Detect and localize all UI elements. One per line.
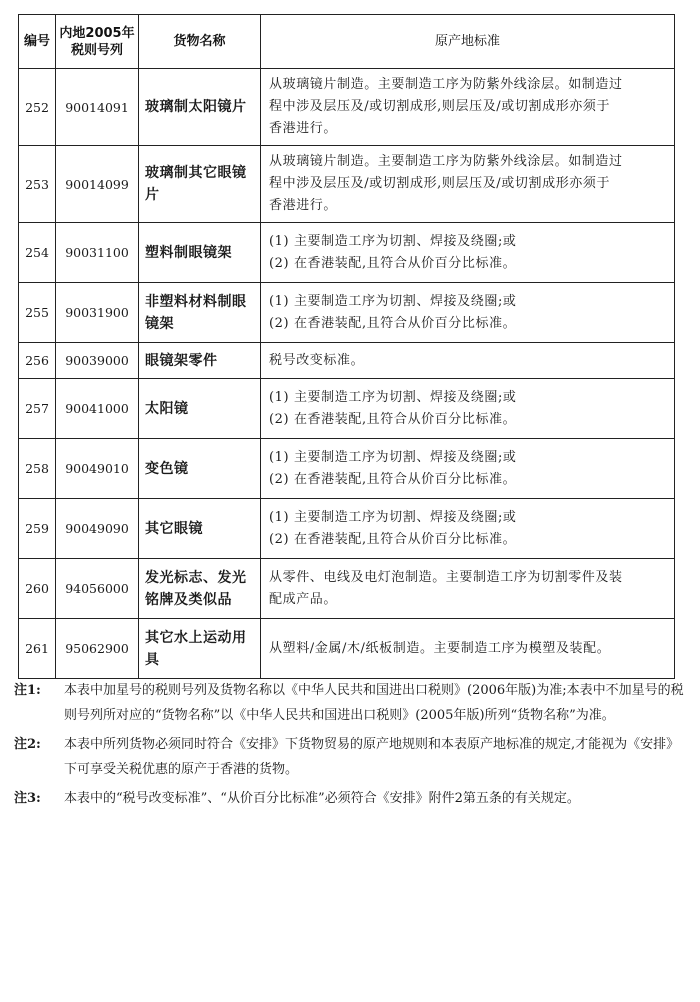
note-1 — [14, 678, 686, 728]
rule-line: (1) 主要制造工序为切割、焊接及绕圈;或 — [269, 233, 517, 249]
rule-line: (1) 主要制造工序为切割、焊接及绕圈;或 — [269, 449, 517, 465]
row-goods-name: 其它眼镜 — [139, 499, 261, 559]
rule-line: 从玻璃镜片制造。主要制造工序为防紫外线涂层。如制造过 — [269, 154, 623, 169]
rule-line: (2) 在香港装配,且符合从价百分比标准。 — [269, 411, 517, 427]
table-row — [19, 379, 675, 439]
row-origin-rule — [261, 146, 675, 223]
rule-line: (1) 主要制造工序为切割、焊接及绕圈;或 — [269, 293, 517, 309]
header-goods-name: 货物名称 — [139, 15, 261, 69]
row-goods-name: 眼镜架零件 — [139, 343, 261, 379]
row-tariff-code: 90049090 — [56, 499, 139, 559]
row-no: 252 — [19, 69, 56, 146]
table-row — [19, 343, 675, 379]
row-tariff-code: 90014099 — [56, 146, 139, 223]
row-origin-rule — [261, 283, 675, 343]
note-text: 本表中所列货物必须同时符合《安排》下货物贸易的原产地规则和本表原产地标准的规定,才能视为《安排》下可享受关税优惠的原产于香港的货物。 — [64, 737, 680, 777]
row-origin-rule — [261, 223, 675, 283]
table-row — [19, 559, 675, 619]
origin-rules-table — [18, 14, 675, 679]
rule-line: (2) 在香港装配,且符合从价百分比标准。 — [269, 531, 517, 547]
table-row — [19, 499, 675, 559]
rule-line: 从塑料/金属/木/纸板制造。主要制造工序为模塑及装配。 — [269, 640, 611, 656]
row-tariff-code: 90014091 — [56, 69, 139, 146]
rule-line: (2) 在香港装配,且符合从价百分比标准。 — [269, 255, 517, 271]
row-no: 259 — [19, 499, 56, 559]
row-origin-rule — [261, 343, 675, 379]
rule-line: (2) 在香港装配,且符合从价百分比标准。 — [269, 471, 517, 487]
row-goods-name: 非塑料材料制眼镜架 — [139, 283, 261, 343]
row-goods-name: 发光标志、发光铭牌及类似品 — [139, 559, 261, 619]
note-label: 注1: — [14, 683, 41, 698]
row-no: 253 — [19, 146, 56, 223]
row-goods-name: 太阳镜 — [139, 379, 261, 439]
rule-line: 香港进行。 — [269, 198, 338, 213]
header-tariff-code — [56, 15, 139, 69]
row-no: 261 — [19, 619, 56, 679]
row-tariff-code: 90039000 — [56, 343, 139, 379]
table-row — [19, 283, 675, 343]
rule-line: 从零件、电线及电灯泡制造。主要制造工序为切割零件及装 — [269, 569, 623, 585]
row-goods-name: 其它水上运动用具 — [139, 619, 261, 679]
table-row — [19, 223, 675, 283]
rule-line: 配成产品。 — [269, 591, 338, 607]
rule-line: (2) 在香港装配,且符合从价百分比标准。 — [269, 315, 517, 331]
row-no: 258 — [19, 439, 56, 499]
row-goods-name: 玻璃制太阳镜片 — [139, 69, 261, 146]
row-origin-rule — [261, 619, 675, 679]
note-3 — [14, 786, 686, 811]
row-no: 260 — [19, 559, 56, 619]
rule-line: 从玻璃镜片制造。主要制造工序为防紫外线涂层。如制造过 — [269, 77, 623, 92]
rule-line: 程中涉及层压及/或切割成形,则层压及/或切割成形亦须于 — [269, 99, 611, 114]
rule-line: 税号改变标准。 — [269, 352, 365, 368]
rule-line: 程中涉及层压及/或切割成形,则层压及/或切割成形亦须于 — [269, 176, 611, 191]
row-goods-name: 玻璃制其它眼镜片 — [139, 146, 261, 223]
header-no: 编号 — [19, 15, 56, 69]
row-no: 254 — [19, 223, 56, 283]
row-origin-rule — [261, 439, 675, 499]
table-header-row — [19, 15, 675, 69]
row-tariff-code: 94056000 — [56, 559, 139, 619]
table-row — [19, 619, 675, 679]
row-no: 256 — [19, 343, 56, 379]
rule-line: (1) 主要制造工序为切割、焊接及绕圈;或 — [269, 389, 517, 405]
note-label: 注2: — [14, 737, 41, 752]
row-no: 257 — [19, 379, 56, 439]
row-goods-name: 变色镜 — [139, 439, 261, 499]
note-2 — [14, 732, 686, 782]
row-tariff-code: 90041000 — [56, 379, 139, 439]
row-origin-rule — [261, 379, 675, 439]
rule-line: 香港进行。 — [269, 121, 338, 136]
note-text: 本表中加星号的税则号列及货物名称以《中华人民共和国进出口税则》(2006年版)为准;本表中不加星号的税则号列所对应的“货物名称”以《中华人民共和国进出口税则》(2005年版)所列“货物名称”为准。 — [64, 683, 684, 723]
note-text: 本表中的“税号改变标准”、“从价百分比标准”必须符合《安排》附件2第五条的有关规定。 — [64, 791, 580, 806]
row-no: 255 — [19, 283, 56, 343]
row-origin-rule — [261, 559, 675, 619]
note-label: 注3: — [14, 791, 41, 806]
row-tariff-code: 90049010 — [56, 439, 139, 499]
row-origin-rule — [261, 499, 675, 559]
table-row — [19, 439, 675, 499]
notes-section — [14, 678, 686, 815]
header-tariff-code-line2: 税则号列 — [70, 42, 123, 58]
rule-line: (1) 主要制造工序为切割、焊接及绕圈;或 — [269, 509, 517, 525]
row-tariff-code: 90031100 — [56, 223, 139, 283]
row-origin-rule — [261, 69, 675, 146]
row-goods-name: 塑料制眼镜架 — [139, 223, 261, 283]
header-origin-rule: 原产地标准 — [261, 15, 675, 69]
table-row — [19, 69, 675, 146]
table-row — [19, 146, 675, 223]
row-tariff-code: 95062900 — [56, 619, 139, 679]
header-tariff-code-line1: 内地2005年 — [59, 25, 135, 41]
row-tariff-code: 90031900 — [56, 283, 139, 343]
